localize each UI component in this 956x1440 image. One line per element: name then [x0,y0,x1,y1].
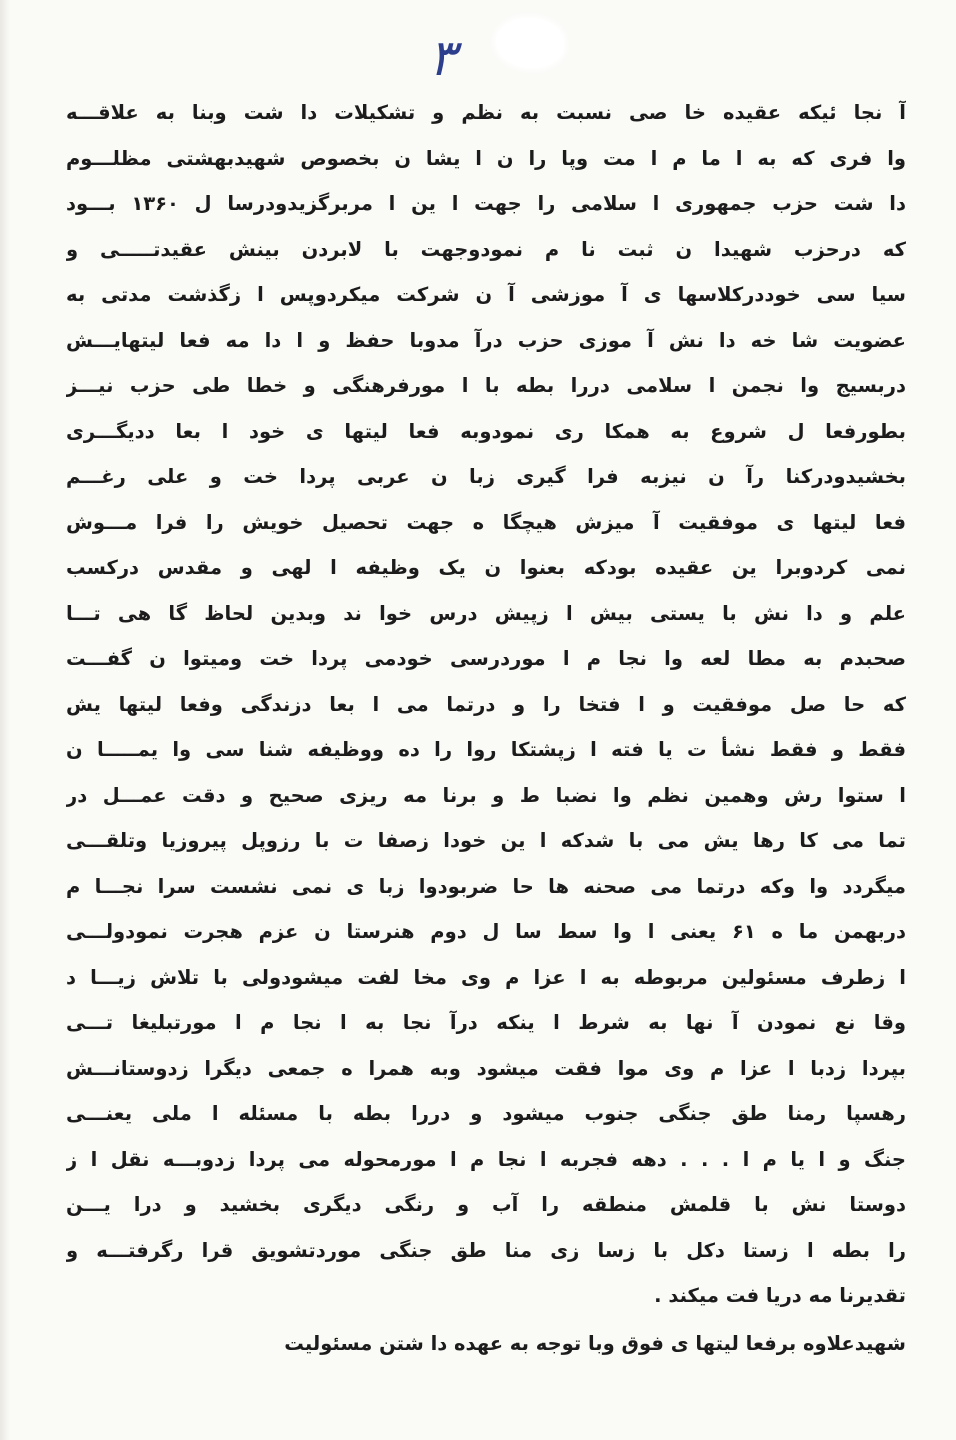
text-line: دربسیج وا نجمن ا سلامی دررا بطه با ا مورفرهنگی و خطا طی حزب نیـــز [66,374,906,397]
correction-blot [496,18,564,68]
text-line: ا ستوا رش وهمین نظم وا نضبا ط و برنا مه ریزی صحیح و دقت عمـــل در [66,783,906,807]
text-line: جنگ و ا یا م ا . . . دهه فجربه ا نجا م ا مورمحوله می پردا زدوبـــه نقل ا ز [66,1147,906,1171]
paragraph-start-line: شهیدعلاوه برفعا لیتها ی فوق وبا توجه به عهده دا شتن مسئولیت [284,1331,906,1355]
text-line: دربهمن ما ه ۶۱ یعنی ا وا سط سا ل دوم هنرستا ن عزم هجرت نمودولـــی [66,920,906,943]
text-line: آ نجا ئیکه عقیده خا صی نسبت به نظم و تشکیلات دا شت وبنا به علاقـــه [66,101,906,124]
text-line: دوستا نش با قلمش منطقه را آب و رنگی دیگری بخشید و درا یـــن [66,1193,906,1216]
text-line: بخشیدودرکنا رآ ن نیزبه فرا گیری زبا ن عربی پردا خت و علی رغـــم [66,465,906,488]
text-line: عضویت شا خه دا نش آ موزی حزب درآ مدوبا حفظ و ا دا مه فعا لیتهایـــش [66,328,906,352]
text-line: دا شت حزب جمهوری ا سلامی را جهت ا ین ا مربرگزیدودرسا ل ۱۳۶۰ بـــود [66,192,906,215]
text-line: صحبدم به مطا لعه وا نجا م ا موردرسی خودمی پردا خت ومیتوا ن گفـــت [66,647,906,670]
text-line: که درحزب شهیدا ن ثبت نا م نمودوجهت با لابردن بینش عقیدتـــــی و [66,237,906,261]
text-line: نمی کردوبرا ین عقیده بودکه بعنوا ن یک وظیفه ا لهی و مقدس درکسب [66,556,906,579]
text-line: بپردا زدبا ا عزا م وی موا فقت میشود وبه همرا ه جمعی دیگرا زدوستانـــش [66,1056,906,1080]
text-line: سیا سی خوددرکلاسها ی آ موزشی آ ن شرکت میکردوپس ا زگذشت مدتی به [66,283,906,306]
page-number: ۳ [428,29,456,87]
text-line: میگردد وا وکه درتما می صحنه ها حا ضربودوا زبا ی نمی نشست سرا نجـــا م [66,874,906,898]
text-line: فعا لیتها ی موفقیت آ میزش هیچگا ه جهت تحصیل خویش را فرا مـــوش [66,510,906,534]
text-line: فقط و فقط نشأ ت یا فته ا زپشتکا روا را ده ووظیفه شنا سی وا یمـــــا ن [66,738,906,761]
text-line: وقا نع نمودن آ نها به شرط ا ینکه درآ نجا به ا نجا م ا مورتبلیغا تـــی [66,1011,906,1034]
text-line: علم و دا نش با یستی بیش ا زپیش درس خوا ند وبدین لحاظ گا هی تـــا [66,601,906,625]
text-line: وا فری که به ا ما م ا مت وپا را ن ا یشا ن بخصوص شهیدبهشتی مظلـــوم [66,146,906,170]
text-line: ا زطرف مسئولین مربوطه به ا عزا م وی مخا لفت میشودولی با تلاش زیـــا د [66,965,906,989]
text-line: تما می کا رها یش می با شدکه ا ین خودا زصفا ت با رزوپل پیروزیا وتلقـــی [66,829,906,852]
paper-edge [0,0,10,1440]
text-line: رهسپا رمنا طق جنگی جنوب میشود و دررا بطه با مسئله ا ملی یعنـــی [66,1102,906,1125]
body-text [66,90,906,1366]
text-line: بطورفعا ل شروع به همکا ری نمودوبه فعا لیتها ی خود ا بعا ددیگـــری [66,419,906,443]
text-line: را بطه ا زستا دکل با زسا زی منا طق جنگی موردتشویق قرا رگرفتـــه و [66,1238,906,1262]
paragraph-end-line: تقدیرنا مه دریا فت میکند . [654,1284,906,1307]
text-line: که حا صل موفقیت و ا فتخا را و درتما می ا بعا دزندگی وفعا لیتها یش [66,692,906,716]
